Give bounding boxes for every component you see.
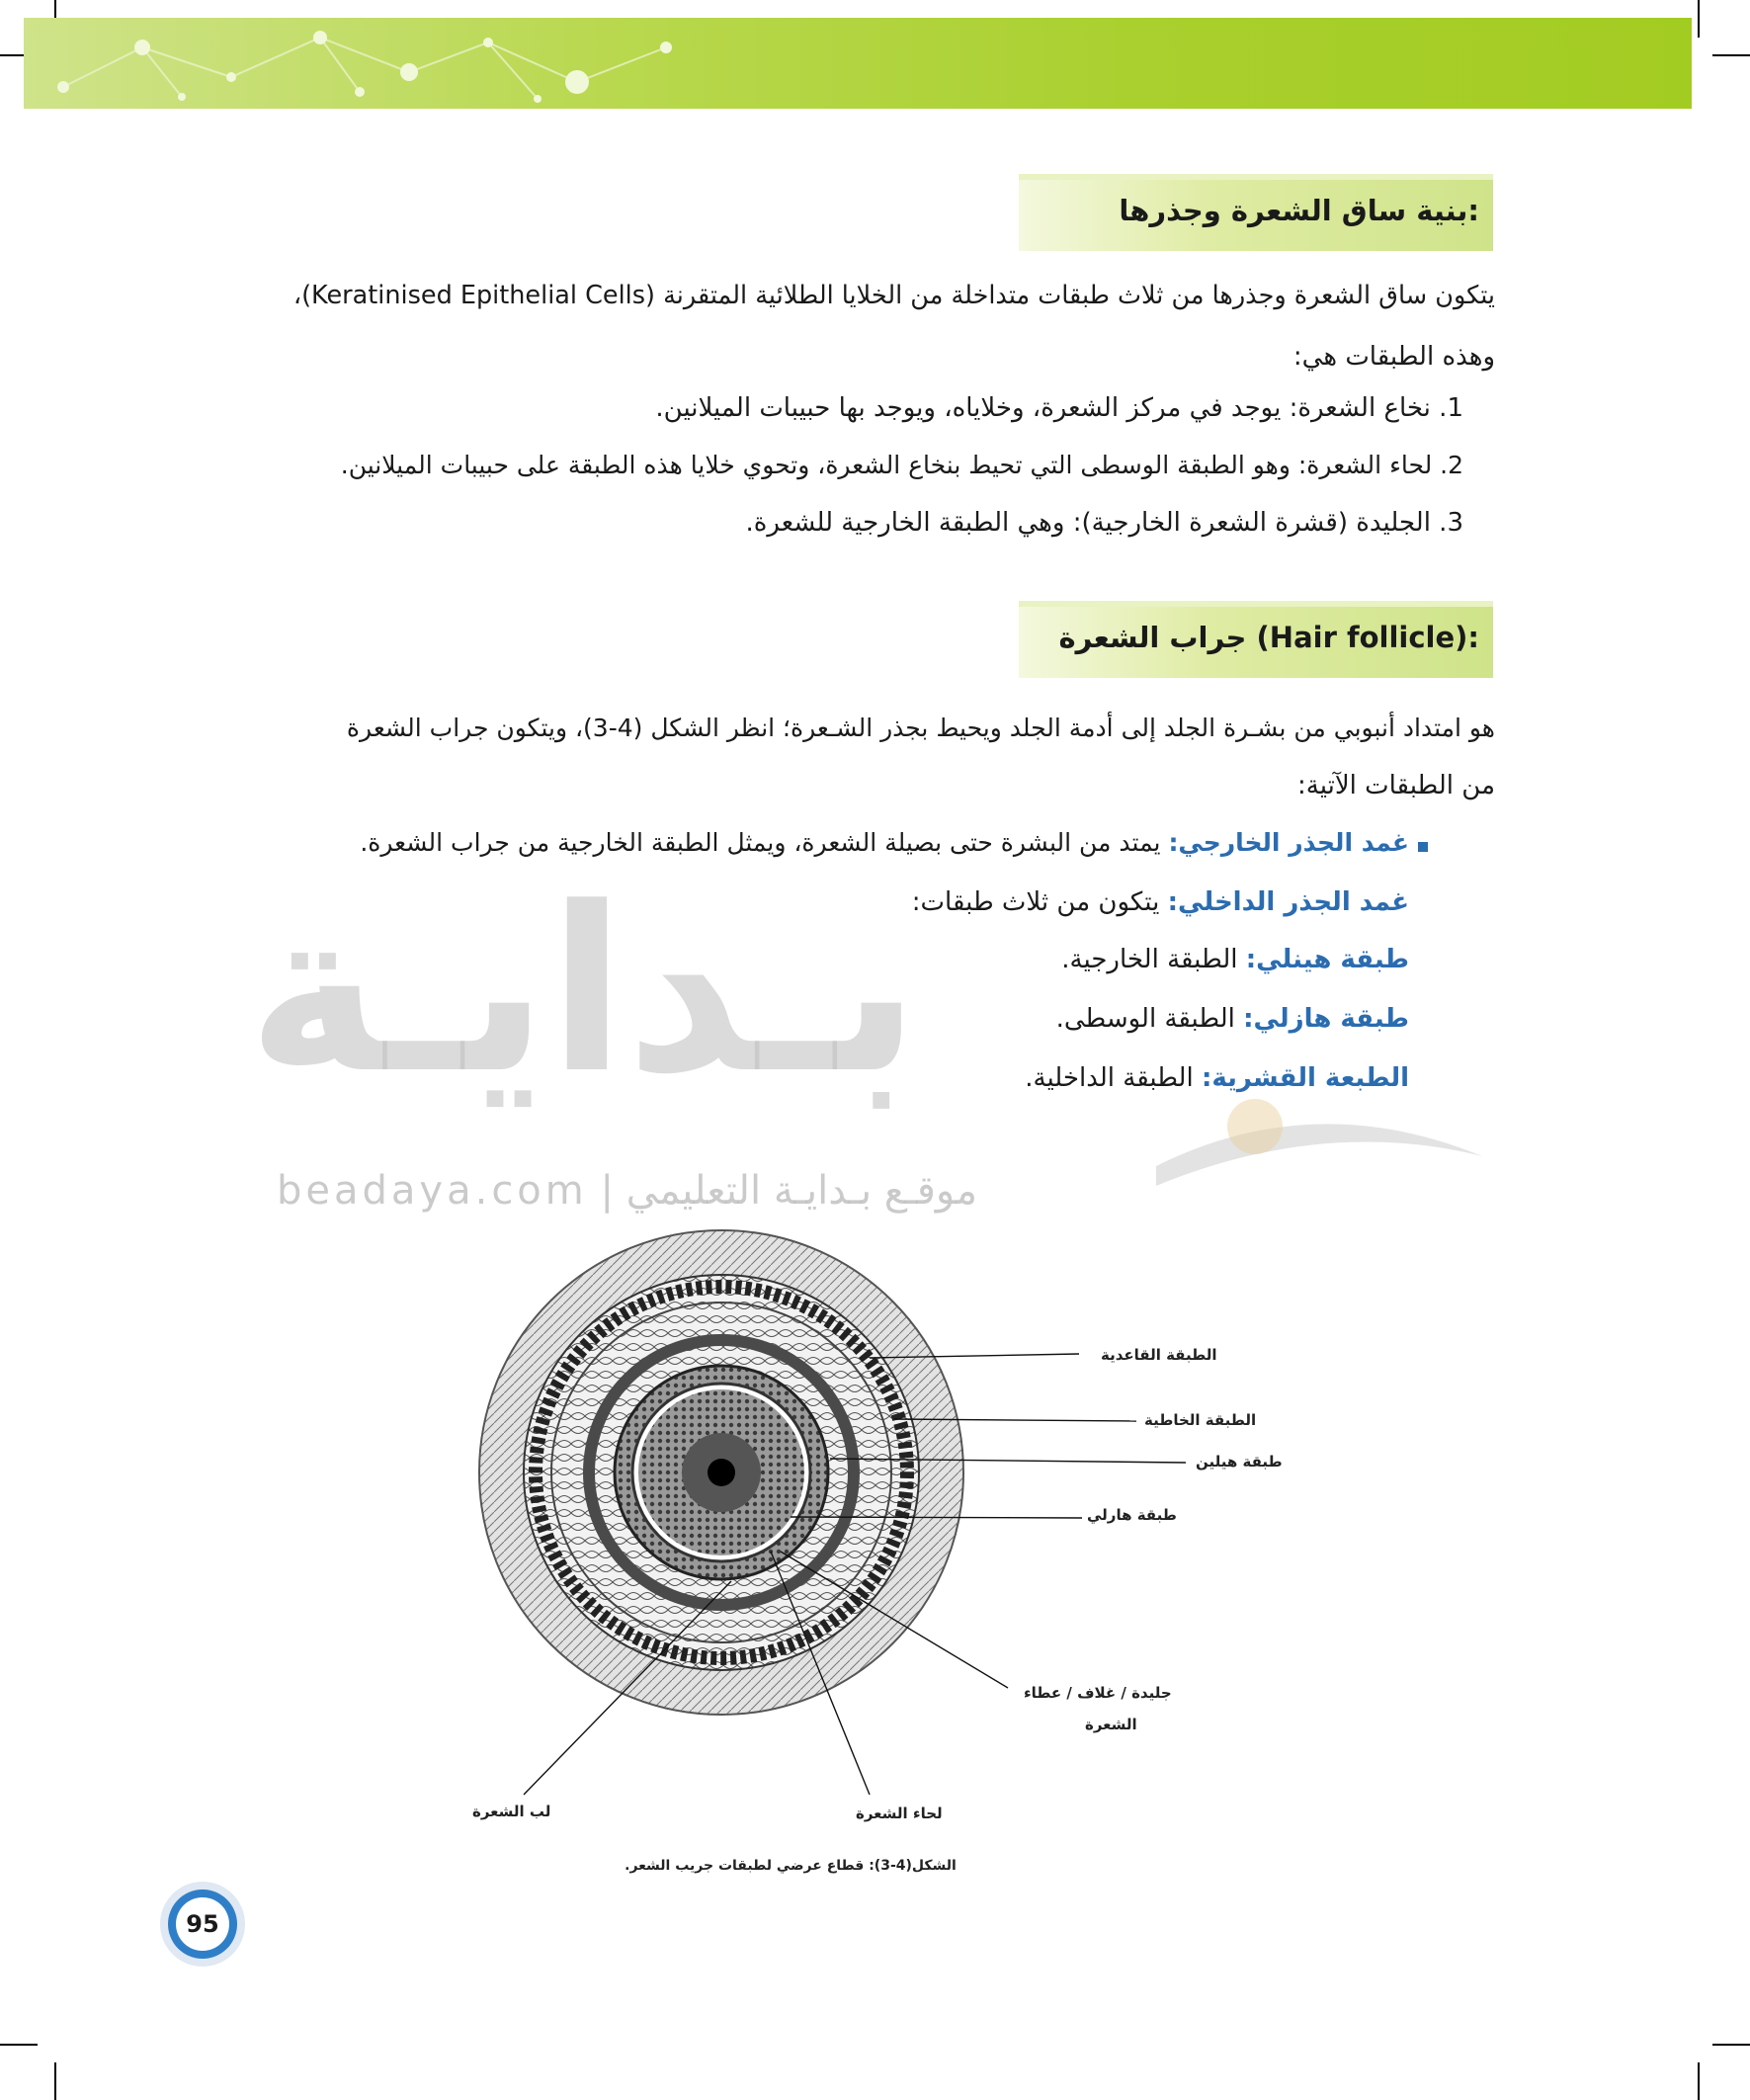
watermark-logo-text: بـدايـة — [247, 860, 921, 1124]
term-description: يتكون من ثلاث طبقات: — [911, 887, 1160, 917]
intro-line: هو امتداد أنبوبي من بشـرة الجلد إلى أدمة الجلد ويحيط بجذر الشـعرة؛ انظر الشكل (4-3)، ويتكون جراب الشعرة — [346, 714, 1495, 742]
intro-line: يتكون ساق الشعرة وجذرها من ثلاث طبقات متداخلة من الخلايا الطلائية المتقرنة (Keratinised Epithelial Cells)، — [292, 281, 1495, 310]
label-cortex: لحاء الشعرة — [856, 1805, 943, 1822]
term-description: الطبقة الوسطى. — [1055, 1004, 1235, 1034]
label-huxley-layer: طبقة هارلي — [1087, 1506, 1177, 1524]
label-basal-layer: الطبقة القاعدية — [1101, 1346, 1217, 1364]
intro-line: وهذه الطبقات هي: — [1292, 342, 1495, 372]
page-number-ring — [168, 1890, 237, 1959]
section-heading-text: بنية ساق الشعرة وجذرها: — [1119, 194, 1479, 227]
list-item: 3. الجليدة (قشرة الشعرة الخارجية): وهي الطبقة الخارجية للشعرة. — [745, 508, 1463, 538]
label-henle-layer: طبقة هيلين — [1196, 1453, 1283, 1470]
list-item: 2. لحاء الشعرة: وهو الطبقة الوسطى التي تحيط بنخاع الشعرة، وتحوي خلايا هذه الطبقة على حبيبات الميلانين. — [340, 451, 1463, 479]
intro-line: من الطبقات الآتية: — [1297, 771, 1495, 800]
label-glassy-layer: الطبقة الخاطية — [1144, 1411, 1257, 1429]
label-cuticle-2: الشعرة — [1085, 1716, 1137, 1733]
page-number: 95 — [176, 1897, 229, 1951]
term-outer-root-sheath: غمد الجذر الخارجي: — [1168, 828, 1409, 857]
term-description: الطبقة الداخلية. — [1025, 1063, 1194, 1093]
term-cuticle-layer: الطبعة القشرية: — [1201, 1063, 1409, 1093]
term-description: يمتد من البشرة حتى بصيلة الشعرة، ويمثل الطبقة الخارجية من جراب الشعرة. — [360, 828, 1161, 857]
label-cuticle: جليدة / غلاف / عطاء — [1024, 1684, 1172, 1702]
term-inner-root-sheath: غمد الجذر الداخلي: — [1167, 887, 1409, 917]
term-henle-layer: طبقة هينلي: — [1245, 945, 1409, 974]
term-description: الطبقة الخارجية. — [1061, 945, 1238, 974]
page-number-badge — [160, 1882, 245, 1967]
list-item: 1. نخاع الشعرة: يوجد في مركز الشعرة، وخلاياه، ويوجد بها حبيبات الميلانين. — [655, 393, 1463, 423]
figure-caption: الشكل(4-3): قطاع عرضي لطبقات جريب الشعر. — [625, 1858, 957, 1874]
section-heading-text: جراب الشعرة (Hair follicle): — [1058, 621, 1479, 654]
watermark-url: موقـع بـدايـة التعليمي | beadaya.com — [277, 1168, 978, 1214]
term-huxley-layer: طبقة هازلي: — [1243, 1004, 1409, 1034]
label-medulla: لب الشعرة — [472, 1803, 551, 1820]
